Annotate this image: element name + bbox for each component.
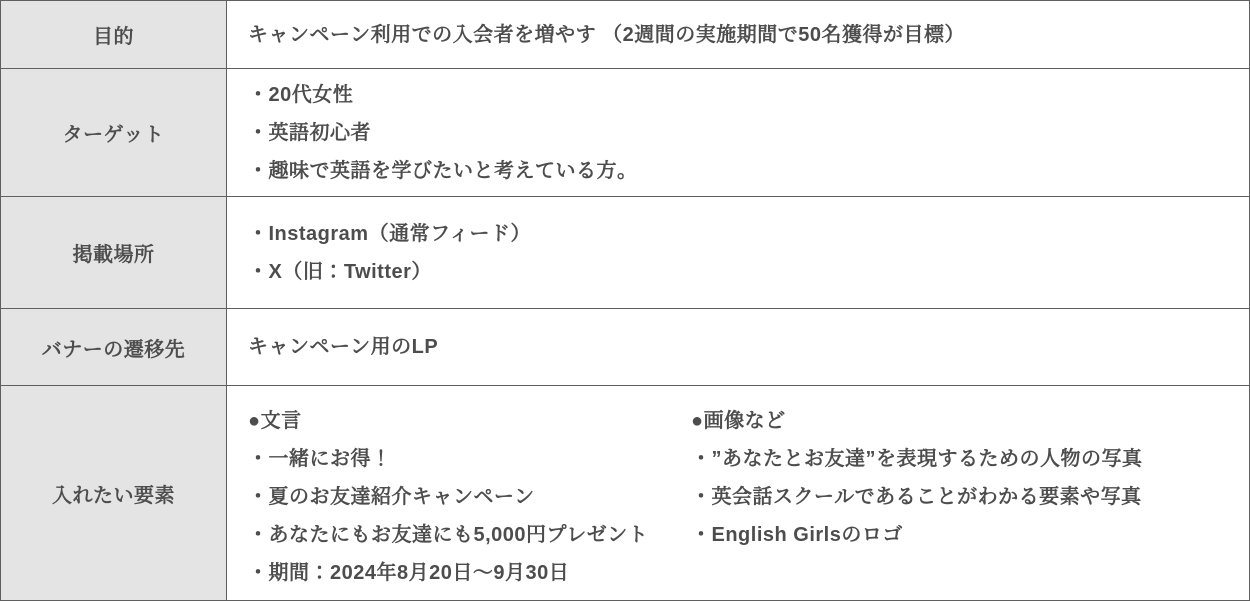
list-item: ・期間：2024年8月20日〜9月30日 — [248, 562, 570, 584]
list-item: ・趣味で英語を学びたいと考えている方。 — [248, 159, 638, 182]
row-label-text: 入れたい要素 — [52, 484, 175, 507]
row-content-banner-destination — [227, 309, 1249, 385]
elements-column-copy — [248, 402, 691, 592]
row-content-placement — [227, 197, 1249, 308]
row-content-target — [227, 69, 1249, 196]
row-label-target — [1, 69, 227, 196]
list-item: ・20代女性 — [248, 83, 354, 106]
list-item: ・英語初心者 — [248, 121, 371, 144]
row-label-text: バナーの遷移先 — [41, 338, 186, 361]
list-item: ・X（旧：Twitter） — [248, 260, 432, 283]
banner-destination-text: キャンペーン用のLP — [248, 336, 439, 358]
table-row-purpose — [1, 1, 1249, 69]
row-label-text: 目的 — [93, 26, 134, 48]
table-row-banner-destination — [1, 309, 1249, 386]
table-row-placement — [1, 197, 1249, 309]
row-label-purpose — [1, 1, 227, 68]
list-item: ・夏のお友達紹介キャンペーン — [248, 486, 535, 508]
row-content-elements — [227, 386, 1249, 600]
elements-column-images — [691, 402, 1231, 554]
column-heading: ●文言 — [248, 410, 302, 432]
list-item: ・”あなたとお友達”を表現するための人物の写真 — [691, 448, 1143, 470]
row-label-text: 掲載場所 — [72, 244, 155, 266]
row-label-banner-destination — [1, 309, 227, 385]
table-row-target — [1, 69, 1249, 197]
list-item: ・あなたにもお友達にも5,000円プレゼント — [248, 524, 649, 546]
list-item: ・English Girlsのロゴ — [691, 524, 903, 546]
column-heading: ●画像など — [691, 410, 786, 432]
row-label-placement — [1, 197, 227, 308]
row-label-text: ターゲット — [62, 124, 165, 146]
purpose-text: キャンペーン利用での入会者を増やす （2週間の実施期間で50名獲得が目標） — [248, 23, 966, 46]
list-item: ・Instagram（通常フィード） — [248, 222, 531, 245]
table-row-elements — [1, 386, 1249, 600]
list-item: ・一緒にお得！ — [248, 448, 392, 470]
row-content-purpose — [227, 1, 1249, 68]
row-label-elements — [1, 386, 227, 600]
list-item: ・英会話スクールであることがわかる要素や写真 — [691, 486, 1142, 508]
